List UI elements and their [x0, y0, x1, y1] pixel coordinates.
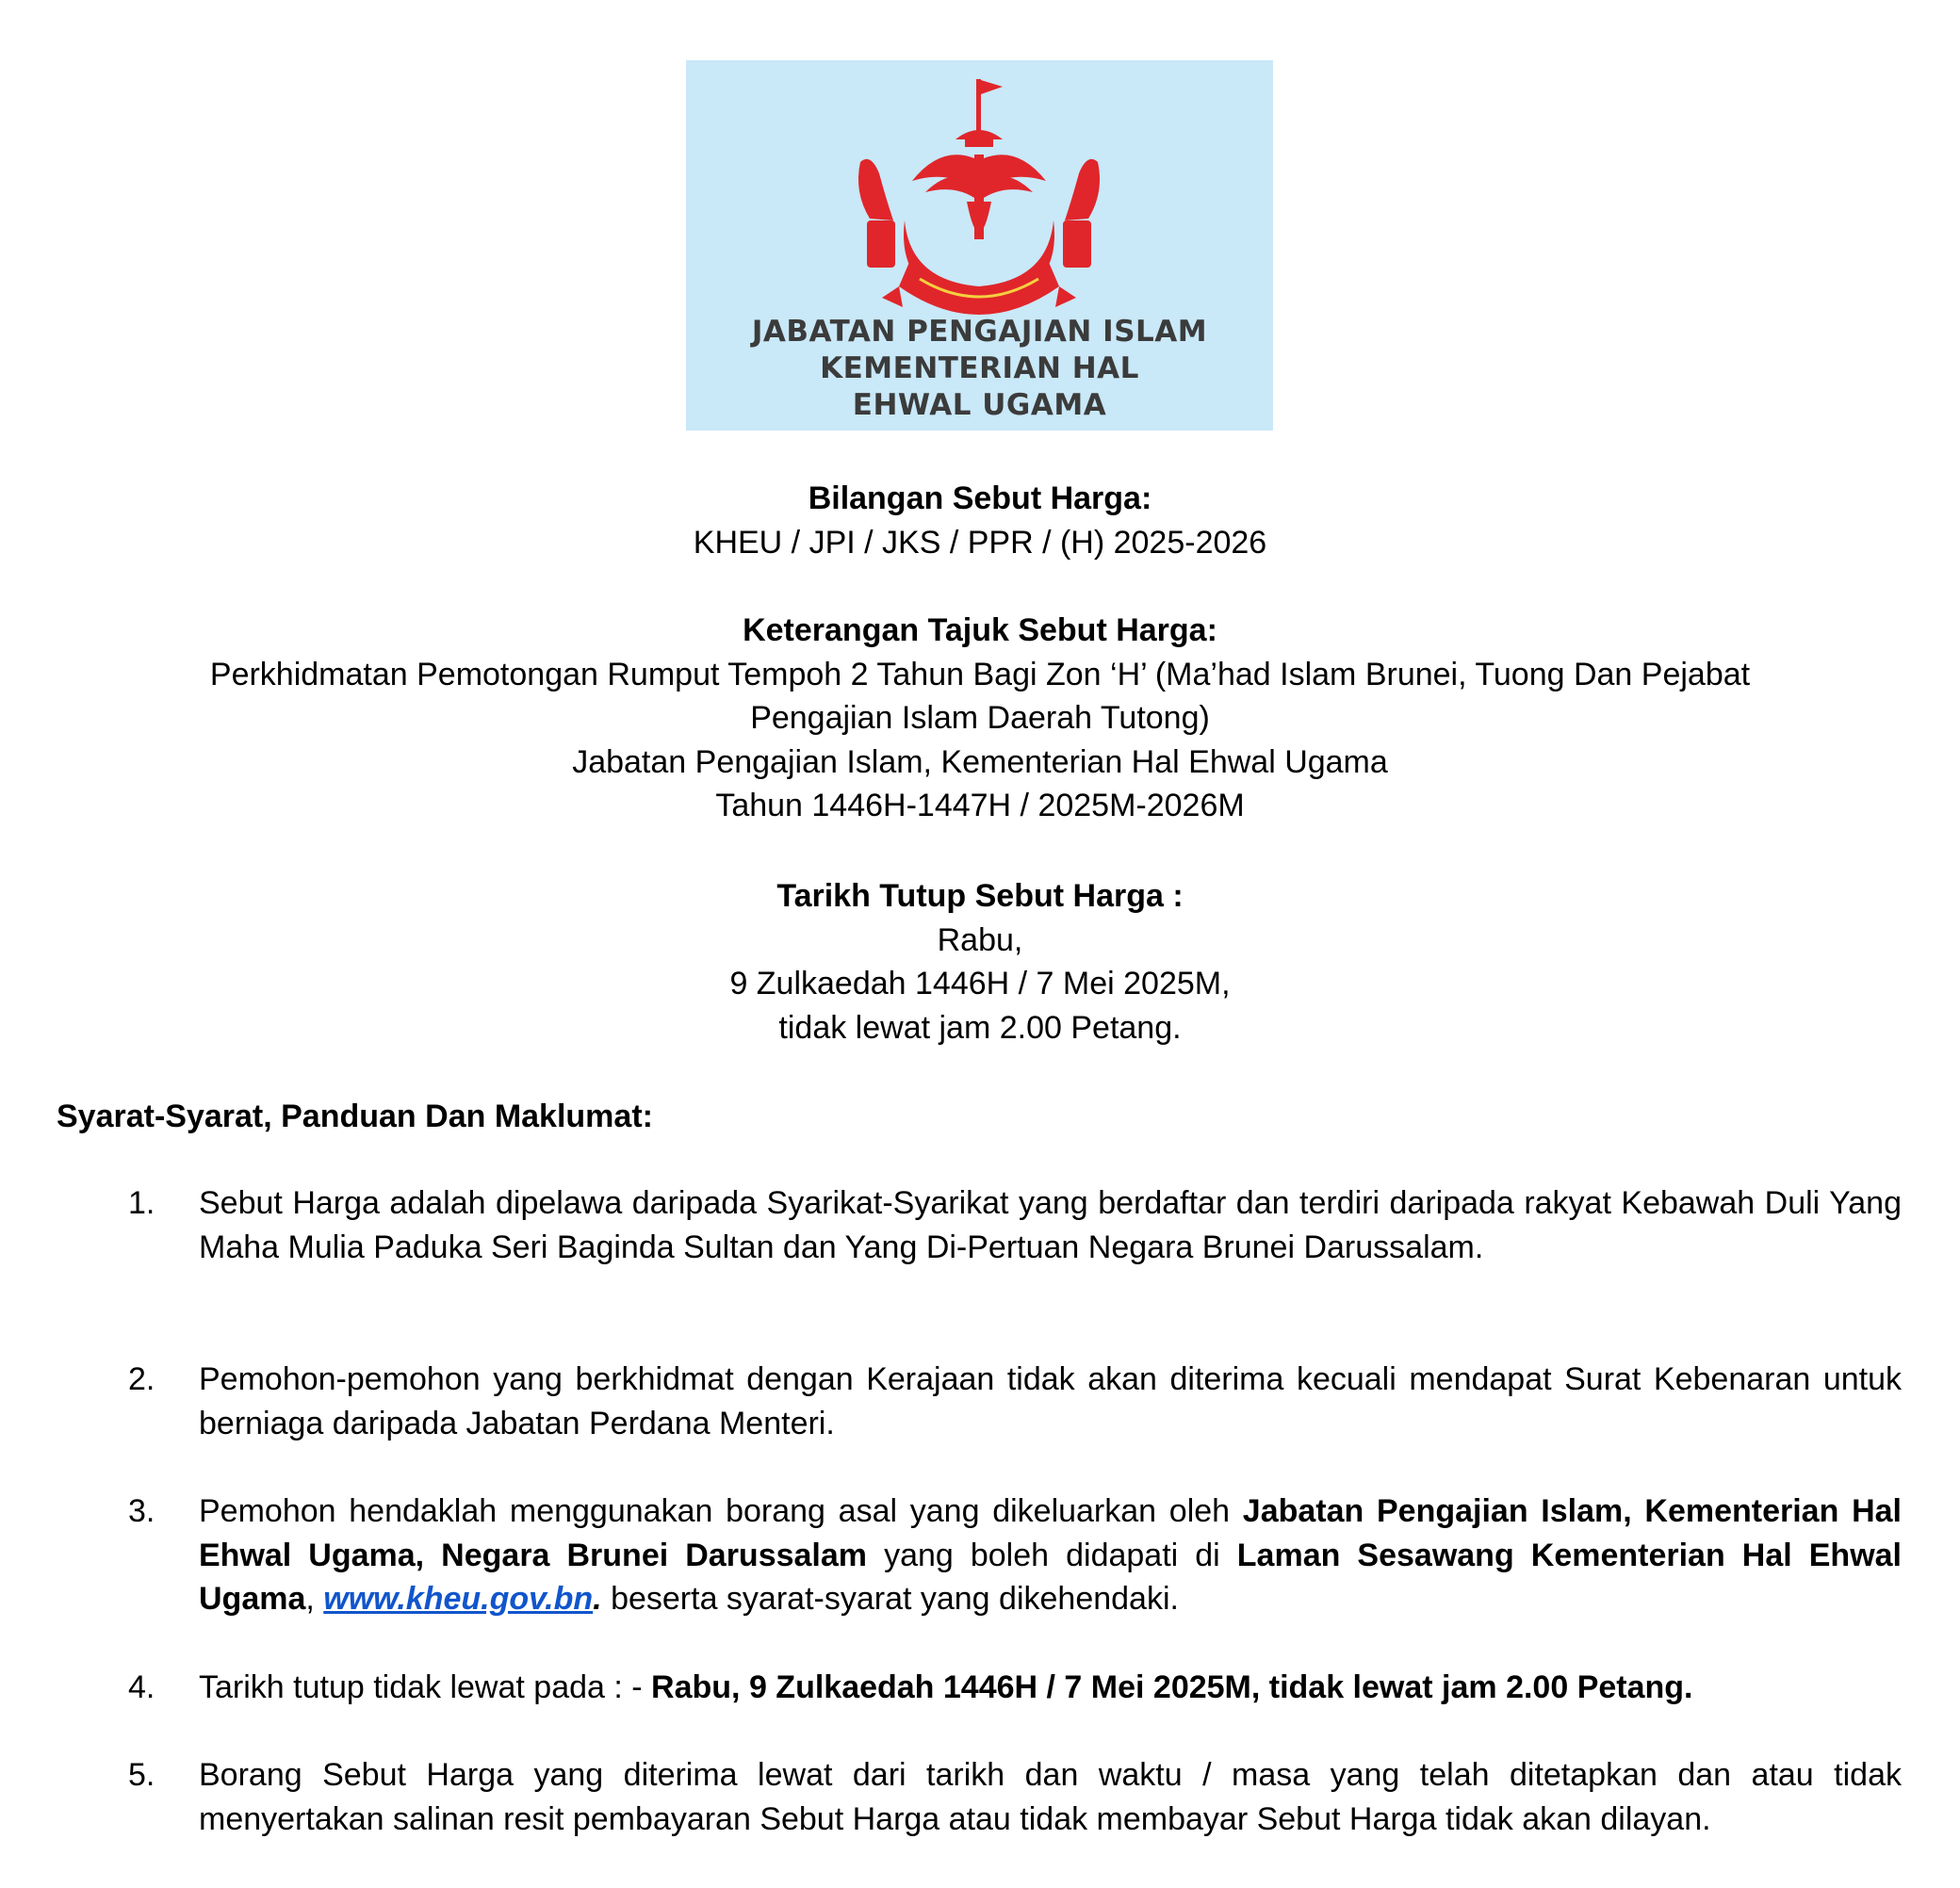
title-section	[57, 609, 1903, 828]
reference-section	[57, 477, 1903, 564]
link-period: .	[593, 1581, 602, 1617]
department-logo	[686, 60, 1273, 431]
item-number: 3.	[128, 1493, 155, 1529]
item-text: Pemohon-pemohon yang berkhidmat dengan Kerajaan tidak akan diterima kecuali mendapat Surat Kebenaran untuk berniaga daripada Jabatan Perdana Menteri.	[199, 1361, 1902, 1441]
title-line-4: Tahun 1446H-1447H / 2025M-2026M	[715, 788, 1245, 823]
reference-label: Bilangan Sebut Harga:	[808, 480, 1152, 516]
reference-value: KHEU / JPI / JKS / PPR / (H) 2025-2026	[693, 524, 1267, 561]
item-text-part: yang boleh didapati di	[867, 1537, 1237, 1573]
logo-line-3: EHWAL UGAMA	[852, 388, 1107, 422]
list-item	[128, 1358, 1902, 1445]
title-label: Keterangan Tajuk Sebut Harga:	[743, 612, 1217, 648]
item-text: Sebut Harga adalah dipelawa daripada Syarikat-Syarikat yang berdaftar dan terdiri daripada rakyat Kebawah Duli Yang Maha Mulia Paduka Seri Baginda Sultan dan Yang Di-Pertuan Negara Brunei Darussalam.	[199, 1185, 1902, 1265]
title-line-3: Jabatan Pengajian Islam, Kementerian Hal Ehwal Ugama	[572, 743, 1388, 780]
title-line-1: Perkhidmatan Pemotongan Rumput Tempoh 2 Tahun Bagi Zon ‘H’ (Ma’had Islam Brunei, Tuong Dan Pejabat	[209, 656, 1751, 692]
item-number: 4.	[128, 1669, 155, 1705]
item-text-part: beserta syarat-syarat yang dikehendaki.	[601, 1581, 1179, 1617]
item-number: 1.	[128, 1185, 155, 1221]
item-number: 2.	[128, 1361, 155, 1397]
website-label: Laman Sesawang Kementerian Hal Ehwal Ugama	[199, 1537, 1902, 1617]
item-text	[199, 1666, 1902, 1710]
item-number: 5.	[128, 1757, 155, 1793]
closing-label: Tarikh Tutup Sebut Harga :	[776, 878, 1184, 914]
department-name: Jabatan Pengajian Islam, Kementerian Hal Ehwal Ugama, Negara Brunei Darussalam	[199, 1493, 1902, 1573]
closing-line-3: tidak lewat jam 2.00 Petang.	[778, 1009, 1182, 1046]
item-text-part: ,	[305, 1581, 324, 1617]
closing-line-2: 9 Zulkaedah 1446H / 7 Mei 2025M,	[729, 966, 1231, 1001]
item-text-part: Tarikh tutup tidak lewat pada : -	[199, 1669, 652, 1705]
closing-line-1: Rabu,	[937, 921, 1023, 958]
logo-line-2: KEMENTERIAN HAL	[820, 351, 1139, 385]
list-item	[128, 1753, 1902, 1841]
list-item	[128, 1666, 1902, 1710]
closing-section	[57, 874, 1903, 1050]
list-item	[128, 1181, 1902, 1269]
logo-line-1: JABATAN PENGAJIAN ISLAM	[751, 315, 1208, 349]
item-text: Borang Sebut Harga yang diterima lewat dari tarikh dan waktu / masa yang telah ditetapkan dan atau tidak menyertakan salinan resit pembayaran Sebut Harga atau tidak membayar Sebut Harga tidak akan dilayan.	[199, 1757, 1902, 1837]
website-link[interactable]: www.kheu.gov.bn	[323, 1581, 594, 1617]
list-item	[128, 1489, 1902, 1621]
item-text-part: Pemohon hendaklah menggunakan borang asal yang dikeluarkan oleh	[199, 1493, 1243, 1529]
title-line-2: Pengajian Islam Daerah Tutong)	[750, 700, 1210, 736]
conditions-heading: Syarat-Syarat, Panduan Dan Maklumat:	[57, 1099, 653, 1134]
item-text	[199, 1489, 1902, 1621]
closing-date-bold: Rabu, 9 Zulkaedah 1446H / 7 Mei 2025M, tidak lewat jam 2.00 Petang.	[651, 1669, 1693, 1705]
